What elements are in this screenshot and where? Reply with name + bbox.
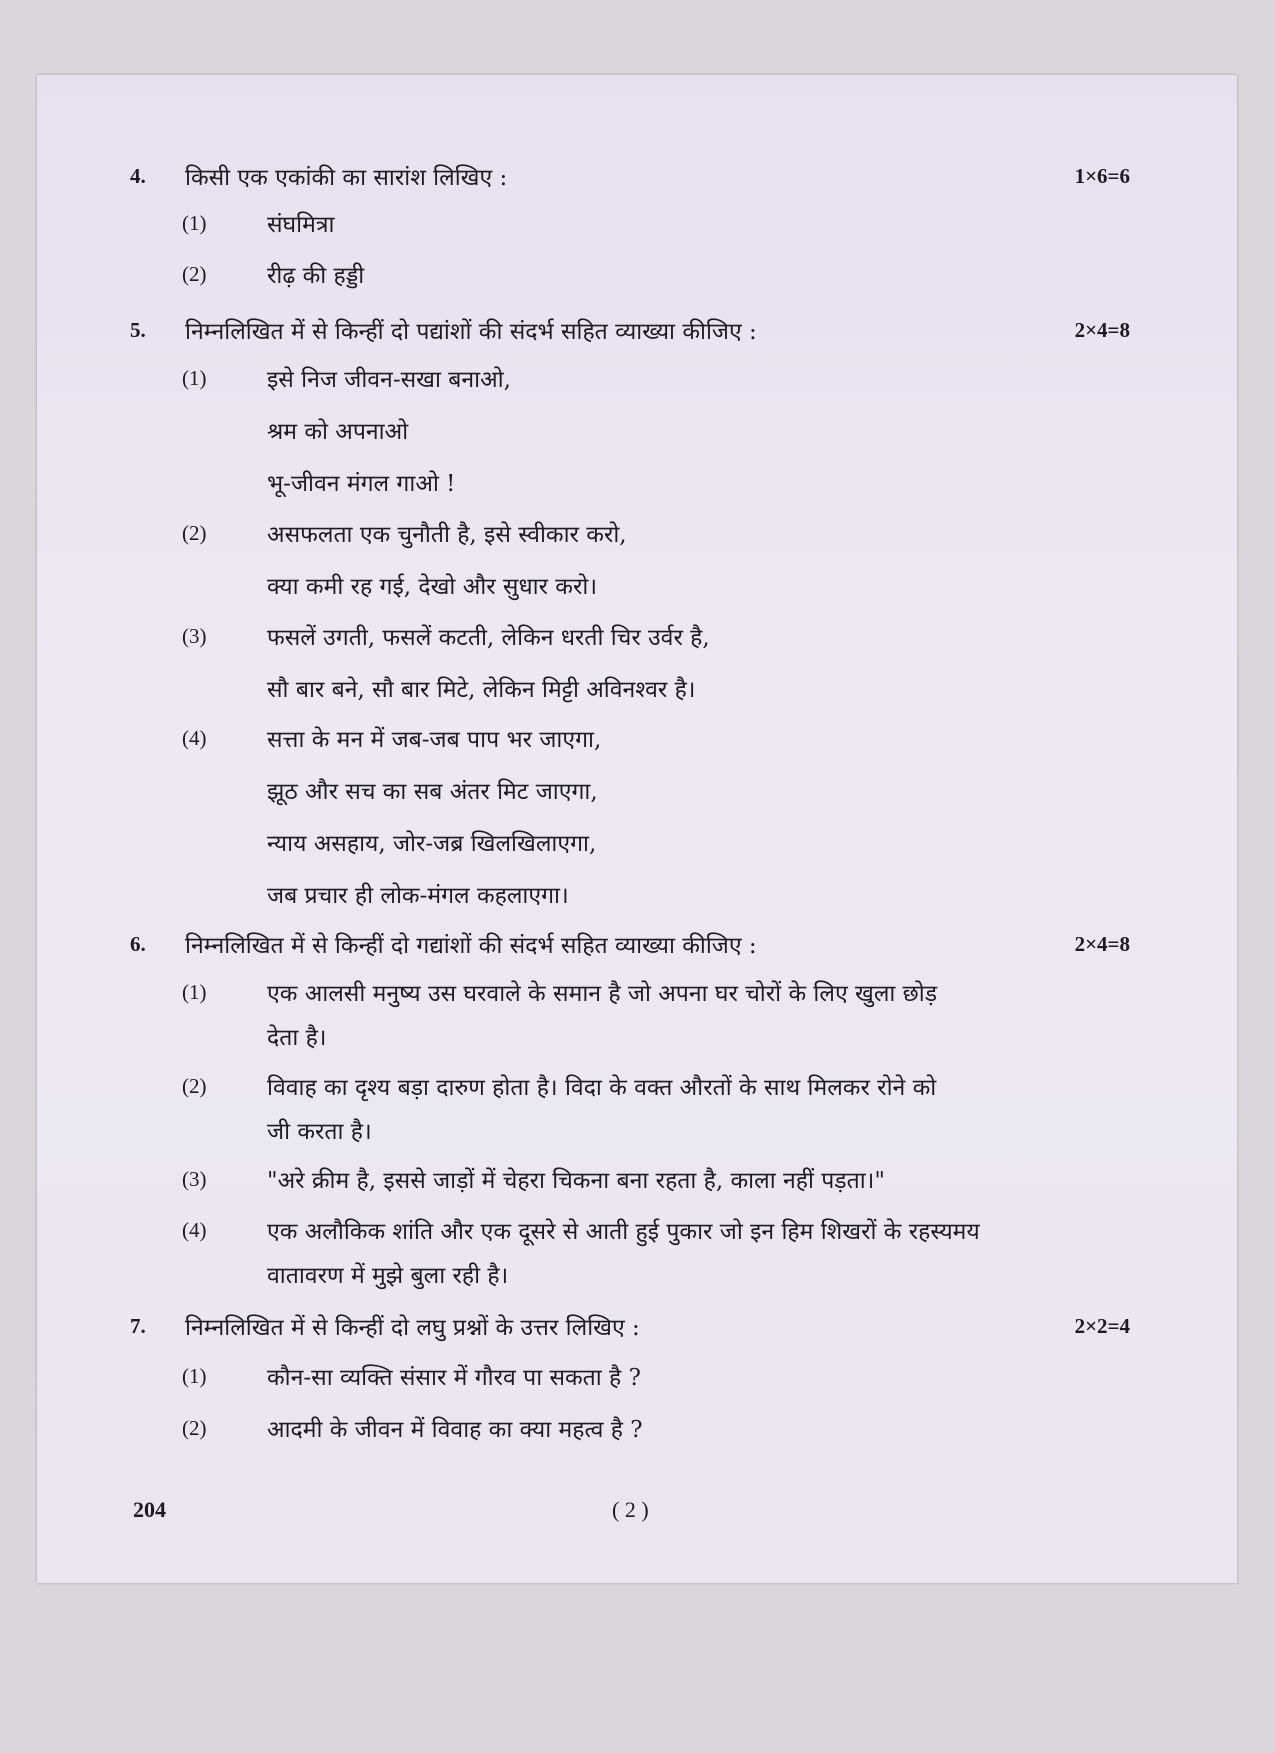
verse-line: फसलें उगती, फसलें कटती, लेकिन धरती चिर उर्वर है,	[267, 625, 710, 651]
verse-label: (3)	[182, 624, 207, 648]
verse-line: असफलता एक चुनौती है, इसे स्वीकार करो,	[267, 522, 627, 548]
passage-label: (2)	[182, 1074, 207, 1098]
question-6	[130, 926, 1130, 970]
question-prompt: किसी एक एकांकी का सारांश लिखिए :	[185, 165, 508, 191]
verse-label: (4)	[182, 726, 207, 750]
verse-line: सत्ता के मन में जब-जब पाप भर जाएगा,	[267, 727, 602, 753]
option-label: (1)	[182, 211, 207, 235]
passage-line: विवाह का दृश्य बड़ा दारुण होता है। विदा के वक्त औरतों के साथ मिलकर रोने को	[267, 1075, 937, 1101]
exam-page	[37, 75, 1237, 1583]
short-question-line: आदमी के जीवन में विवाह का क्या महत्व है ?	[267, 1417, 643, 1443]
option-line: रीढ़ की हड्डी	[267, 263, 365, 289]
passage-line: एक अलौकिक शांति और एक दूसरे से आती हुई पुकार जो इन हिम शिखरों के रहस्यमय	[267, 1219, 980, 1245]
verse-line: श्रम को अपनाओ	[267, 419, 409, 445]
passage-label: (3)	[182, 1167, 207, 1191]
option-label: (2)	[182, 262, 207, 286]
verse-label: (2)	[182, 521, 207, 545]
question-number: 7.	[130, 1314, 146, 1338]
question-marks: 2×2=4	[1074, 1314, 1130, 1338]
question-prompt: निम्नलिखित में से किन्हीं दो पद्यांशों की संदर्भ सहित व्याख्या कीजिए :	[185, 319, 757, 345]
verse-line: इसे निज जीवन-सखा बनाओ,	[267, 367, 511, 393]
passage-line: देता है।	[267, 1025, 327, 1051]
question-5	[130, 312, 1130, 356]
verse-line: न्याय असहाय, जोर-जब्र खिलखिलाएगा,	[267, 831, 597, 857]
verse-line: भू-जीवन मंगल गाओ !	[267, 471, 456, 497]
question-number: 4.	[130, 164, 146, 188]
verse-line: क्या कमी रह गई, देखो और सुधार करो।	[267, 574, 598, 600]
verse-line: सौ बार बने, सौ बार मिटे, लेकिन मिट्टी अविनश्वर है।	[267, 677, 696, 703]
short-question-line: कौन-सा व्यक्ति संसार में गौरव पा सकता है ?	[267, 1365, 641, 1391]
page-number: ( 2 )	[612, 1497, 649, 1522]
question-marks: 2×4=8	[1074, 932, 1130, 956]
question-7	[130, 1308, 1130, 1352]
passage-label: (1)	[182, 980, 207, 1004]
passage-line: "अरे क्रीम है, इससे जाड़ों में चेहरा चिकना बना रहता है, काला नहीं पड़ता।"	[267, 1168, 885, 1194]
question-prompt: निम्नलिखित में से किन्हीं दो गद्यांशों की संदर्भ सहित व्याख्या कीजिए :	[185, 933, 757, 959]
question-number: 5.	[130, 318, 146, 342]
passage-line: एक आलसी मनुष्य उस घरवाले के समान है जो अपना घर चोरों के लिए खुला छोड़	[267, 981, 938, 1007]
passage-label: (4)	[182, 1218, 207, 1242]
question-marks: 2×4=8	[1074, 318, 1130, 342]
question-marks: 1×6=6	[1074, 164, 1130, 188]
verse-line: झूठ और सच का सब अंतर मिट जाएगा,	[267, 779, 598, 805]
question-number: 6.	[130, 932, 146, 956]
short-question-label: (2)	[182, 1416, 207, 1440]
paper-code: 204	[133, 1497, 166, 1522]
option-line: संघमित्रा	[267, 212, 335, 238]
passage-line: जी करता है।	[267, 1119, 372, 1145]
short-question-label: (1)	[182, 1364, 207, 1388]
passage-line: वातावरण में मुझे बुला रही है।	[267, 1263, 509, 1289]
verse-label: (1)	[182, 366, 207, 390]
question-prompt: निम्नलिखित में से किन्हीं दो लघु प्रश्नों के उत्तर लिखिए :	[185, 1315, 640, 1341]
verse-line: जब प्रचार ही लोक-मंगल कहलाएगा।	[267, 883, 569, 909]
question-4	[130, 158, 1130, 202]
